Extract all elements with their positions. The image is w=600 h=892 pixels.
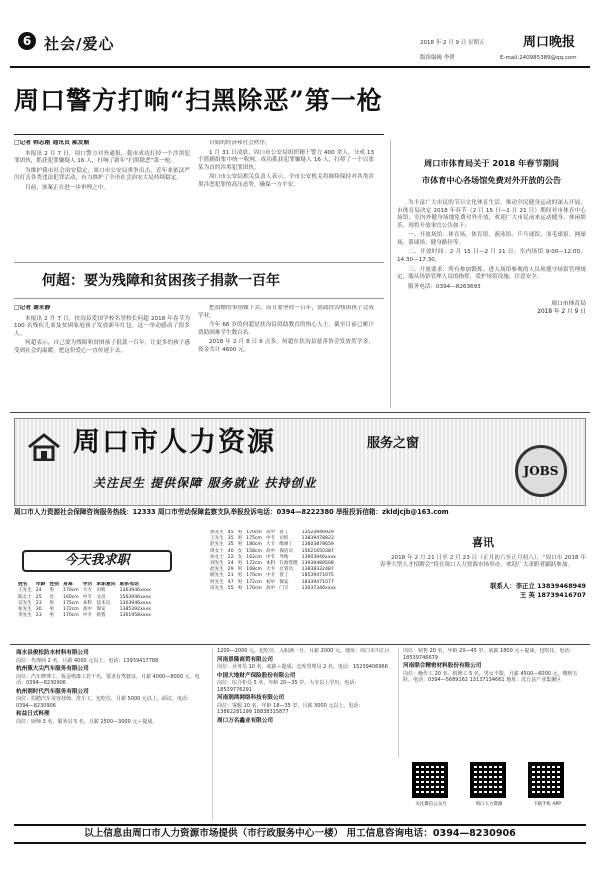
table-cell: 保安 bbox=[96, 607, 106, 613]
table-cell: 55 bbox=[227, 585, 234, 591]
charity-byline: □记者 谢永静 bbox=[14, 305, 51, 311]
hr-banner bbox=[14, 418, 586, 506]
table-cell: 13939489508 bbox=[301, 560, 334, 566]
table-cell: 大专 bbox=[82, 588, 92, 594]
table-cell: 导购 bbox=[279, 554, 289, 560]
table-cell: 销售 bbox=[96, 613, 106, 619]
table-cell: 司机 bbox=[96, 588, 106, 594]
ad-text: 岗位：厨师 3 名、服务员 5 名，月薪 2500—3000 元＋提成。 bbox=[16, 718, 158, 725]
table-cell: 本科 bbox=[82, 600, 92, 606]
table-cell: 13037346xxxx bbox=[301, 585, 336, 591]
ad-text: 岗位：客服 10 名，年龄 18—35 岁，月薪 3000 元以上。电话：13862281199 18838315877 bbox=[217, 702, 364, 716]
charity-col2 bbox=[198, 305, 374, 405]
table-cell: 门卫 bbox=[279, 585, 289, 591]
table-cell: 司机 bbox=[279, 536, 289, 542]
table-cell: 男 bbox=[237, 579, 243, 585]
table-cell: 1303946xxxx bbox=[119, 600, 151, 606]
editor-line: 版组编辑 李碧 bbox=[420, 55, 455, 61]
main-col2-para-2: 1 月 31 日凌晨，周口市公安局组织精干警力 400 余人，分成 13 个抓捕组集中统一收网，成功抓获犯罪嫌疑人 16 人，打掉了一个以张某为首的涉黑犯罪团伙。 bbox=[198, 149, 374, 171]
hr-hotline: 周口市人力资源社会保障咨询服务热线：12333 周口市劳动保障监察支队举报投诉电话：0394—8222380 举报投诉信箱：zkldjcjb@163.com bbox=[14, 508, 449, 516]
table-row bbox=[16, 613, 153, 619]
main-story-col2 bbox=[198, 140, 374, 250]
table-cell: 女 bbox=[49, 594, 55, 600]
table-cell: 24 bbox=[227, 560, 234, 566]
jobs-table bbox=[16, 582, 153, 619]
table-cell: 维修工 bbox=[279, 542, 294, 548]
table-cell: 中专 bbox=[82, 594, 92, 600]
ads-col-2 bbox=[212, 648, 392, 820]
qr-label-3: 下载手机 APP bbox=[533, 802, 561, 807]
table-row bbox=[208, 549, 338, 555]
ad-company: 中国大地财产保险股份有限公司 bbox=[217, 672, 296, 679]
qr-label-2: 周口人力资源 bbox=[475, 802, 503, 807]
main-col2-para-3: 周口市公安局相关负责人表示，全市公安机关将继续保持对各类涉黑涉恶犯罪的高压态势，确保一方平安。 bbox=[198, 174, 374, 188]
good-news-text: 2018 年 2 月 21 日至 2 月 23 日（正月初六至正月初八），“周口市 2018 年春季大型人才招聘会”将在周口人力资源市场举办，欢迎广大求职者踊跃参加。 bbox=[380, 554, 586, 569]
table-cell: 孙女士 bbox=[210, 554, 224, 560]
ad-text: 1200—2000 元，包吃住，入职满一月，月薪 2000 元。地址：周口市川汇区 bbox=[217, 648, 390, 654]
table-cell: 高中 bbox=[266, 585, 276, 591]
notice-para-2: 一、开放场馆：体育场、体育馆、游泳馆、乒乓球馆、羽毛球馆、网球场、篮球场、健身路径等。 bbox=[397, 232, 586, 246]
jobs-table-2-body bbox=[208, 530, 338, 592]
table-cell: 170cm bbox=[63, 613, 79, 619]
table-cell: 中专 bbox=[266, 573, 276, 579]
charity-col2-para-3: 2018 年 2 月 8 日 6 点多，何超在扶沟县慈善协会发放奖学金，资金共计 4600 元。 bbox=[198, 339, 374, 353]
jobs-table-left bbox=[16, 582, 202, 638]
table-cell: 30 bbox=[35, 607, 42, 613]
good-news-box bbox=[380, 530, 586, 642]
ad-company: 河南联合精密材料股份有限公司 bbox=[403, 663, 482, 669]
table-cell: 男 bbox=[237, 536, 243, 542]
table-cell: 男 bbox=[237, 542, 243, 548]
table-cell: 大专 bbox=[266, 542, 276, 548]
jobs-header-cell: 性别 bbox=[49, 582, 60, 587]
table-cell: 高中 bbox=[82, 607, 92, 613]
table-cell: 男 bbox=[49, 588, 55, 594]
notice-para-1: 为丰富广大市民的节日文化体育生活，推动全民健身运动的深入开展，市体育局决定 2018 年春节（2 月 15 日—2 月 21 日）期间对市体育中心场馆、室内外健身场地免费对外开放，欢迎广大市民前来运动健身、休闲娱乐。现将开放事宜公告如下： bbox=[397, 200, 586, 229]
table-cell: 男 bbox=[49, 600, 55, 606]
notice-box bbox=[390, 140, 586, 408]
ad-company: 杭州蕉大尖汽车服务有限公司 bbox=[16, 666, 89, 673]
table-row bbox=[208, 580, 338, 586]
qr-label-1: 关注微信公众号 bbox=[415, 802, 447, 807]
good-news-title: 喜讯 bbox=[472, 536, 494, 549]
ad-company: 周口万名鑫业有限公司 bbox=[217, 717, 273, 724]
table-cell: 田先生 bbox=[210, 585, 224, 591]
main-byline: □记者 韩志刚 通讯员 郝发顺 bbox=[14, 140, 90, 146]
table-cell: 男 bbox=[49, 613, 55, 619]
table-cell: 李先生 bbox=[18, 613, 32, 619]
table-cell: 21 bbox=[227, 573, 234, 579]
ads-col-3 bbox=[398, 648, 586, 758]
notice-para-3: 二、开放时间：2 月 15 日—2 月 21 日；室内场馆 9:00—12:00、14:30—17:30。 bbox=[397, 249, 586, 263]
table-cell: 22 bbox=[227, 554, 234, 560]
jobs-header-cell: 求职意向 bbox=[96, 582, 116, 587]
charity-para-2: 何超表示，自己要为残障和贫困孩子捐款一百年，让更多的孩子感受到社会的温暖，把这份爱心一直传递下去。 bbox=[14, 340, 190, 354]
table-cell: 168cm bbox=[246, 567, 263, 573]
main-headline: 周口警方打响“扫黑除恶”第一枪 bbox=[14, 86, 383, 115]
table-cell: 170cm bbox=[63, 588, 79, 594]
table-cell: 中专 bbox=[266, 554, 276, 560]
ad-company: 商水县俊松防水材料有限公司 bbox=[16, 650, 89, 656]
main-col2-para-1: 自始的经济和社会秩序。 bbox=[209, 140, 271, 146]
table-cell: 王先生 bbox=[18, 588, 32, 594]
table-cell: 男 bbox=[237, 560, 243, 566]
table-cell: 170cm bbox=[246, 530, 263, 535]
jobs-header-cell: 学历 bbox=[82, 582, 93, 587]
table-cell: 保洁员 bbox=[279, 548, 294, 554]
main-para-2: 为维护我市社会治安稳定，周口市公安局重拳出击，近年来依法严厉打击各类违法犯罪活动，有力维护了全市社会治安大局持续稳定。 bbox=[14, 167, 190, 182]
ads-col-1 bbox=[16, 648, 204, 820]
table-cell: 保安 bbox=[279, 579, 289, 585]
table-cell: 170cm bbox=[246, 585, 263, 591]
main-story-col1 bbox=[14, 140, 190, 250]
table-cell: 女 bbox=[237, 554, 243, 560]
contact-2: 王 英 18739416707 bbox=[519, 590, 586, 599]
contact-label: 联系人： bbox=[490, 581, 516, 590]
table-row bbox=[208, 573, 338, 579]
table-cell: 大专 bbox=[266, 567, 276, 573]
table-cell: 25 bbox=[35, 594, 42, 600]
house-logo-icon bbox=[27, 433, 61, 461]
qr-code-icon bbox=[528, 762, 564, 798]
table-cell: 162cm bbox=[246, 554, 263, 560]
table-cell: 周女士 bbox=[210, 548, 224, 554]
table-cell: 1563946xxxx bbox=[119, 594, 151, 600]
table-row bbox=[16, 595, 153, 601]
charity-headline-rule-2 bbox=[14, 298, 384, 299]
table-cell: 文员 bbox=[96, 594, 106, 600]
table-cell: 13523946929 bbox=[301, 530, 334, 535]
table-cell: 40 bbox=[227, 548, 234, 554]
table-cell: 本科 bbox=[266, 560, 276, 566]
ad-text: 岗位：业务员 10 名，底薪＋提成；仓库管理员 2 名。电话：15239406966 bbox=[217, 664, 388, 671]
table-cell: 13603878659 bbox=[301, 542, 334, 548]
table-cell: 杨先生 bbox=[210, 573, 224, 579]
jobs-table-2 bbox=[208, 530, 338, 592]
notice-phone: 服务电话：0394—8263693 bbox=[408, 283, 481, 290]
charity-col2-para-2: 今年 66 岁的何超是扶沟县资助教育的热心人士，截至目前已累计资助困难学生数百名。 bbox=[198, 322, 374, 336]
table-row bbox=[208, 542, 338, 548]
table-cell: 23 bbox=[35, 600, 42, 606]
table-cell: 180cm bbox=[246, 542, 263, 548]
table-cell: 男 bbox=[237, 530, 243, 535]
table-cell: 张先生 bbox=[18, 607, 32, 613]
today-jobs-logo: 今天我求职 bbox=[22, 550, 172, 572]
table-cell: 男 bbox=[49, 607, 55, 613]
table-cell: 158cm bbox=[246, 548, 263, 554]
ad-company: 河南润鸿网络科技有限公司 bbox=[217, 695, 285, 702]
footer-bar: 以上信息由周口市人力资源市场提供（市行政服务中心一楼） 用工信息咨询电话：0394—8230906 bbox=[14, 824, 586, 844]
paper-name: 周口晚报 bbox=[523, 35, 576, 50]
table-cell: 男 bbox=[237, 573, 243, 579]
hr-slogan: 关注民生 提供保障 服务就业 扶持创业 bbox=[93, 476, 317, 490]
table-cell: 13903946xxxx bbox=[301, 554, 336, 560]
header-email: E-mail:240985389@qq.com bbox=[500, 55, 577, 61]
table-cell: 王先生 bbox=[210, 536, 224, 542]
table-cell: 1361958xxxx bbox=[119, 613, 151, 619]
ad-company: 和益日式料理 bbox=[16, 711, 50, 718]
charity-para-1: 本报讯 2 月 7 日，扶沟县爱国学校名誉校长何超 2018 年春节为 100 名残疾儿童及贫困家庭孩子发放新年红包，这一举动感动了很多人。 bbox=[14, 315, 190, 337]
table-cell: 1363946xxxx bbox=[119, 588, 151, 594]
table-cell: 45 bbox=[227, 530, 234, 535]
table-cell: 13838332487 bbox=[301, 567, 334, 573]
table-row bbox=[208, 586, 338, 592]
notice-signature: 周口市体育局 bbox=[551, 301, 586, 308]
table-cell: 172cm bbox=[63, 607, 79, 613]
table-cell: 女 bbox=[237, 548, 243, 554]
jobs-header-cell: 身高 bbox=[63, 582, 73, 587]
ad-text: 岗位：销售 20 名，年龄 20—45 岁，底薪 1800 元＋提成，包吃住。电话：18539746679 bbox=[403, 648, 575, 661]
table-cell: 陈女士 bbox=[18, 594, 32, 600]
table-cell: 赵先生 bbox=[210, 542, 224, 548]
notice-title-1: 周口市体育局关于 2018 年春节期间 bbox=[424, 158, 559, 168]
ads-divider bbox=[10, 644, 590, 645]
page-number-badge: 6 bbox=[18, 32, 36, 50]
contact-1: 李正立 13839468949 bbox=[515, 581, 586, 590]
ad-company: 河南景隆商贸有限公司 bbox=[217, 656, 273, 663]
charity-col1 bbox=[14, 305, 190, 405]
table-cell: 23 bbox=[35, 613, 42, 619]
hr-subtitle: 服务之窗 bbox=[367, 436, 420, 451]
table-cell: 行政管理 bbox=[279, 560, 298, 566]
ad-text: 岗位：招聘汽车美容技师、洗车工，包吃住，月薪 5000 元以上，面议。电话：0394—8230906 bbox=[16, 696, 192, 709]
table-cell: 刘先生 bbox=[210, 560, 224, 566]
notice-sign-date: 2018 年 2 月 9 日 bbox=[537, 308, 586, 315]
table-cell: 中专 bbox=[82, 613, 92, 619]
table-cell: 175cm bbox=[246, 536, 263, 542]
table-cell: 18339471077 bbox=[301, 579, 334, 585]
table-cell: 18539471075 bbox=[301, 573, 334, 579]
hr-title: 周口市人力资源 bbox=[73, 427, 276, 458]
qr-group bbox=[406, 762, 582, 820]
jobs-table-body bbox=[16, 588, 153, 619]
table-cell: 35 bbox=[227, 536, 234, 542]
jobs-header-cell: 姓名 bbox=[18, 582, 28, 587]
table-cell: 仓管员 bbox=[279, 567, 294, 573]
ad-text: 岗位：综合柜员 5 名，年龄 20—35 岁，大专以上学历。电话：18539776291 bbox=[217, 680, 360, 693]
table-cell: 高中 bbox=[266, 548, 276, 554]
notice-para-4: 三、开放要求：所有参加锻炼、进入场馆参观的人员须遵守场馆管理规定，服从场馆管理人员的指挥，爱护场馆设施，注意安全。 bbox=[397, 266, 586, 281]
table-cell: 175cm bbox=[63, 600, 79, 606]
table-cell: 172cm bbox=[246, 560, 263, 566]
table-cell: 普工 bbox=[279, 530, 289, 535]
table-cell: 170cm bbox=[246, 573, 263, 579]
section-divider bbox=[10, 412, 590, 413]
ad-company: 杭州润时代汽车服务有限公司 bbox=[16, 688, 89, 695]
table-cell: 男 bbox=[237, 567, 243, 573]
charity-headline-rule bbox=[14, 262, 384, 263]
jobs-badge: JOBS bbox=[515, 445, 567, 497]
table-cell: 郭先生 bbox=[210, 530, 224, 535]
table-cell: 47 bbox=[227, 579, 234, 585]
qr-code-icon bbox=[470, 762, 506, 798]
table-cell: 技术员 bbox=[96, 600, 111, 606]
header-rule bbox=[10, 66, 590, 68]
notice-title-2: 市体育中心各场馆免费对外开放的公告 bbox=[421, 175, 562, 186]
table-row bbox=[16, 588, 153, 594]
table-cell: 15621650387 bbox=[301, 548, 334, 554]
header-date: 2018 年 2 月 9 日 星期五 bbox=[420, 40, 485, 46]
ad-text: 岗位：汽车修理工、钣金喷漆工若干名，要求有驾驶证，月薪 4000—8000 元。电话：0394—8230906 bbox=[16, 673, 200, 687]
table-cell: 普工 bbox=[279, 573, 289, 579]
jobs-header-cell: 年龄 bbox=[35, 582, 46, 587]
main-para-3: 目前，该案正在进一步审理之中。 bbox=[25, 185, 109, 191]
table-cell: 赵先生 bbox=[210, 567, 224, 573]
table-cell: 吴先生 bbox=[18, 600, 32, 606]
table-cell: 男 bbox=[237, 585, 243, 591]
section-title: 社会/爱心 bbox=[44, 35, 115, 53]
jobs-header-cell: 联系电话 bbox=[119, 582, 139, 587]
table-cell: 35 bbox=[227, 542, 234, 548]
table-cell: 何先生 bbox=[210, 579, 224, 585]
qr-code-icon bbox=[412, 762, 448, 798]
table-cell: 1385392xxxx bbox=[119, 607, 151, 613]
jobs-table-middle bbox=[208, 530, 376, 640]
table-cell: 初中 bbox=[266, 579, 276, 585]
table-cell: 中专 bbox=[266, 536, 276, 542]
ad-text: 岗位：代理商 2 名，月薪 4000 元以上。电话：13939417788 bbox=[16, 657, 159, 664]
table-cell: 13839478823 bbox=[301, 536, 334, 542]
table-cell: 24 bbox=[35, 588, 42, 594]
main-para-1: 本报讯 2 月 7 日，周口警方对外通报，我市成功打掉一个涉黑犯罪团伙，抓获犯罪嫌疑人 16 人，打响了新年“扫黑除恶”第一枪。 bbox=[14, 150, 190, 165]
table-cell: 172cm bbox=[246, 579, 263, 585]
table-cell: 160cm bbox=[63, 594, 79, 600]
good-news-contacts bbox=[380, 582, 586, 599]
table-cell: 高中 bbox=[266, 530, 276, 535]
table-cell: 29 bbox=[227, 567, 234, 573]
ad-text: 岗位：操作工 20 名、机修工 5 名，男女不限，月薪 4500—6000 元，缴纳五险。电话：0394—5689162 13137134661 地址：沈丘县产业集聚区 bbox=[403, 670, 578, 684]
charity-col2-para-1: 把捐赠的事情做下去，而且要坚持一百年，帮助扶沟残困孩子完成学业。 bbox=[198, 305, 374, 319]
headline-rule bbox=[14, 134, 384, 135]
charity-headline: 何超：要为残障和贫困孩子捐款一百年 bbox=[42, 273, 280, 289]
